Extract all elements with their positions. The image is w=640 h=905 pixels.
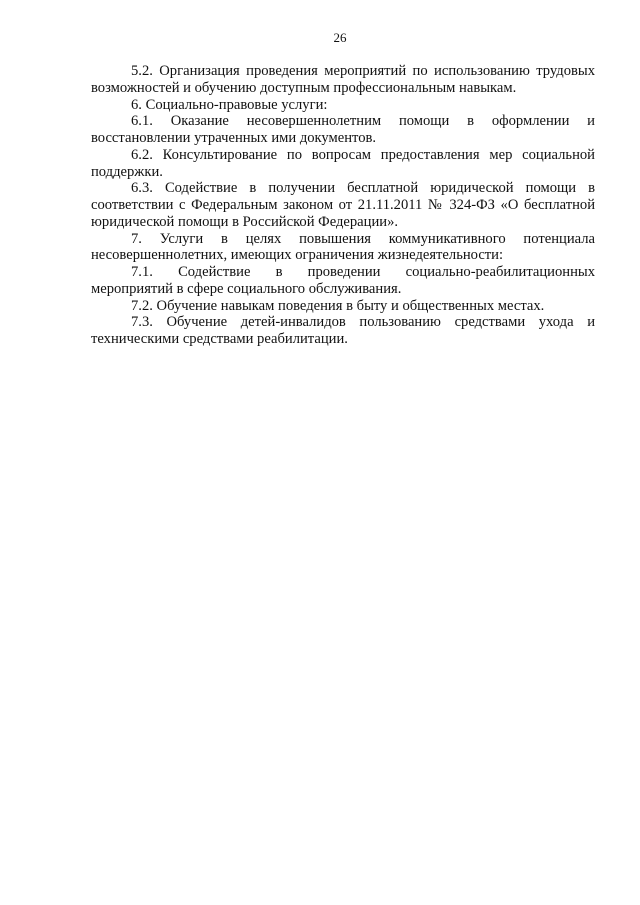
text-line: техническими средствами реабилитации.: [91, 331, 348, 347]
text-line: 7.2. Обучение навыкам поведения в быту и общественных местах.: [131, 297, 545, 314]
text-line: 6.3. Содействие в получении бесплатной юридической помощи в: [131, 180, 595, 197]
text-line: 5.2. Организация проведения мероприятий по использованию трудовых: [131, 63, 595, 79]
paragraph: [91, 231, 595, 265]
text-line: мероприятий в сфере социального обслуживания.: [91, 280, 402, 297]
paragraph: [91, 180, 595, 230]
paragraph: [91, 314, 595, 348]
text-line: соответствии с Федеральным законом от 21.11.2011 № 324-ФЗ «О бесплатной: [91, 197, 595, 213]
paragraph: [91, 63, 595, 97]
text-line: несовершеннолетних, имеющих ограничения жизнедеятельности:: [91, 247, 504, 264]
text-line: юридической помощи в Российской Федерации».: [91, 213, 399, 230]
page-number: 26: [333, 30, 347, 45]
text-line: возможностей и обучению доступным профессиональным навыкам.: [91, 79, 517, 96]
text-line: 6. Социально-правовые услуги:: [131, 96, 328, 113]
text-line: 7.3. Обучение детей-инвалидов пользованию средствами ухода и: [131, 314, 595, 331]
paragraph: [91, 97, 595, 114]
paragraph: [91, 113, 595, 147]
paragraph: [91, 147, 595, 181]
text-line: 7. Услуги в целях повышения коммуникативного потенциала: [131, 230, 595, 247]
text-line: поддержки.: [91, 163, 163, 180]
paragraph: [91, 264, 595, 298]
paragraph: [91, 298, 595, 315]
document-body: [91, 63, 595, 348]
text-line: 7.1. Содействие в проведении социально-реабилитационных: [131, 264, 595, 280]
text-line: 6.1. Оказание несовершеннолетним помощи в оформлении и: [131, 113, 595, 130]
text-line: восстановлении утраченных ими документов.: [91, 130, 377, 146]
text-line: 6.2. Консультирование по вопросам предоставления мер социальной: [131, 146, 595, 163]
